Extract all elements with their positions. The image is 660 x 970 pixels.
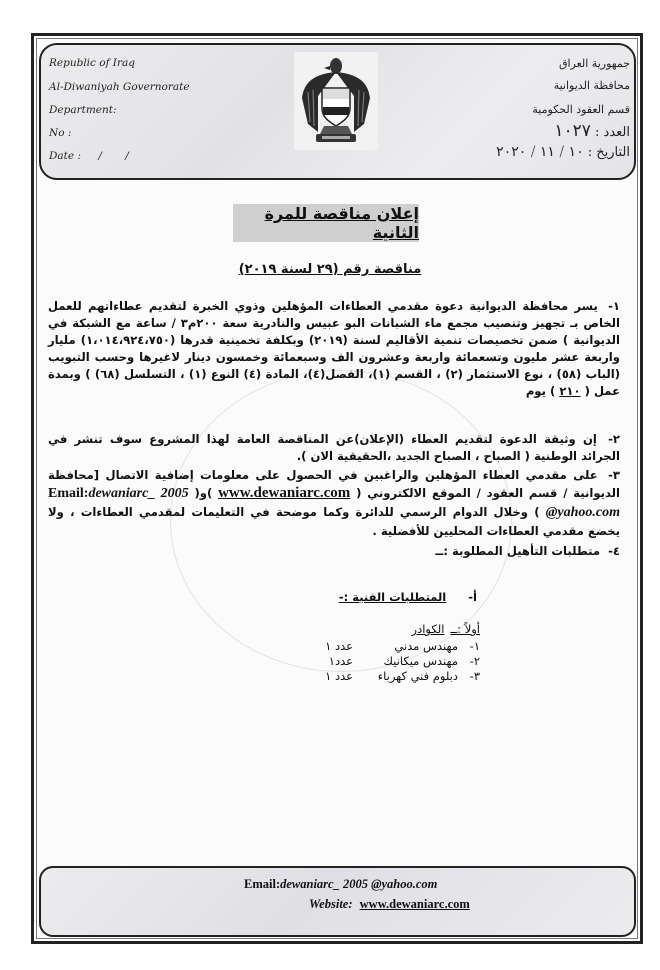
staff-row-number: ٣- <box>469 669 480 683</box>
paragraph-4 <box>48 543 620 560</box>
paragraph-3-email-label: Email: <box>48 486 89 501</box>
tender-number: مناقصة رقم (٢٩ لسنة ٢٠١٩) <box>238 262 422 277</box>
header-country-en: Republic of Iraq <box>49 57 135 69</box>
work-duration: ٢١٠ <box>559 384 581 398</box>
staff-row <box>325 669 480 684</box>
header-department-ar: قسم العقود الحكومية <box>532 103 630 116</box>
paragraph-4-number: ٤- <box>608 544 620 558</box>
footer-website-link[interactable]: www.dewaniarc.com <box>359 897 470 911</box>
staff-row-role: دبلوم فني كهرباء <box>377 669 458 683</box>
header-date-en <box>49 150 139 162</box>
header-date-ar <box>496 144 630 160</box>
paragraph-1-tail: ) يوم <box>525 384 556 398</box>
paragraph-2-text: إن وثيقة الدعوة لتقديم العطاء (الإعلان)عن المناقصة العامة لهذا المشروع سوف تنشر في الجرائد الوطنية ( الصباح ، الصباح الجديد ،الحقيقية الان ). <box>48 432 620 463</box>
paragraph-3 <box>48 466 620 540</box>
staff-row-count: عدد ١ <box>325 639 353 653</box>
paragraph-3-email-user: dewaniarc_ 2005 @ <box>88 486 558 520</box>
paragraph-4-text: متطلبات التأهيل المطلوبة :ــ <box>435 544 601 558</box>
paragraph-3-email-domain: yahoo.com <box>557 505 620 520</box>
technical-requirements-heading <box>339 590 477 604</box>
announcement-title: إعلان مناقصة للمرة الثانية <box>264 204 419 242</box>
header-number-en: No : <box>49 127 72 139</box>
paragraph-1-number: ١- <box>608 299 620 313</box>
header-date-value-ar: ١٠ / ١١ / ٢٠٢٠ <box>496 144 584 160</box>
staff-row-role: مهندس مدني <box>394 639 458 653</box>
paragraph-3-text-a: على مقدمي العطاء المؤهلين والراغبين في الحصول على معلومات إضافية الاتصال [محافظة الديوانية / قسم العقود / الموقع الالكتروني ( <box>48 468 620 500</box>
header-country-ar: جمهورية العراق <box>558 57 630 70</box>
footer-website-label: Website: <box>309 897 353 911</box>
staff-row-count: عدد١ <box>328 654 353 668</box>
header-number-ar <box>554 121 630 141</box>
paragraph-3-text-c: ) وخلال الدوام الرسمي للدائرة وكما موضحة في التعليمات لمقدمي العطاءات ، ولا يخضع مقدمي العطاءات المحليين للأفضلية . <box>48 505 620 538</box>
header-governorate-ar: محافظة الديوانية <box>553 79 630 92</box>
paragraph-2-number: ٢- <box>608 432 620 446</box>
header-date-label-ar: التاريخ : <box>587 145 630 160</box>
paragraph-1 <box>48 298 620 400</box>
header-governorate-en: Al-Diwaniyah Governorate <box>49 81 190 93</box>
header-department-en: Department: <box>49 104 117 116</box>
staff-row-role: مهندس ميكانيك <box>383 654 458 668</box>
footer-email-label: Email: <box>244 877 281 891</box>
staff-row-count: عدد ١ <box>325 669 353 683</box>
header-date-value: / / <box>98 150 139 162</box>
staff-heading-prefix: أولاً :ــ <box>450 622 480 636</box>
footer-email <box>244 877 437 892</box>
staff-section <box>325 622 480 684</box>
header-date-label: Date : <box>49 150 81 162</box>
staff-row <box>325 639 480 654</box>
paragraph-3-number: ٣- <box>608 468 620 482</box>
staff-row-number: ٢- <box>469 654 480 668</box>
iraq-emblem-icon <box>294 52 378 150</box>
staff-row <box>325 654 480 669</box>
paragraph-3-website-link[interactable]: www.dewaniarc.com <box>218 485 351 501</box>
announcement-title-box <box>233 204 419 242</box>
technical-requirements-title: المتطلبات الفنية :- <box>338 590 447 604</box>
technical-requirements-label: أ- <box>468 590 477 604</box>
staff-heading: الكوادر <box>411 622 445 636</box>
paragraph-2 <box>48 431 620 465</box>
header-number-value-ar: ١٠٢٧ <box>554 121 591 141</box>
paragraph-3-text-b: )و( <box>194 486 213 500</box>
header-number-label-ar: العدد : <box>595 125 630 140</box>
footer-email-value[interactable]: dewaniarc_ 2005 @yahoo.com <box>280 877 438 891</box>
paragraph-1-text: يسر محافظة الديوانية دعوة مقدمي العطاءات المؤهلين وذوي الخبرة لتقديم عطاءاتهم للعمل الخاص بـ تجهيز وتنصيب مجمع ماء الشبانات البو عبيس والنادرية سعة ٢٠٠م٣ / ساعة مع الشبكة في الديوانية ) ضمن تخصيصات تنمية الأقاليم لسنة (٢٠١٩) وبكلفة تخمينية قدرها (١،٠١٤،٩٢٤،٧٥٠) مليار واربعة عشر مليون وتسعمائة واربعة وعشرون الف وسبعمائة وخمسون دينار لاغيرها وحسب التبويب (الباب (٥٨) ، نوع الاستثمار (٢) ، القسم (١)، الفصل(٤)، المادة (٤) النوع (١) ، التسلسل (٦٨) ) وبمدة عمل ( <box>48 299 621 398</box>
staff-row-number: ١- <box>469 639 480 653</box>
footer-website <box>309 897 470 912</box>
